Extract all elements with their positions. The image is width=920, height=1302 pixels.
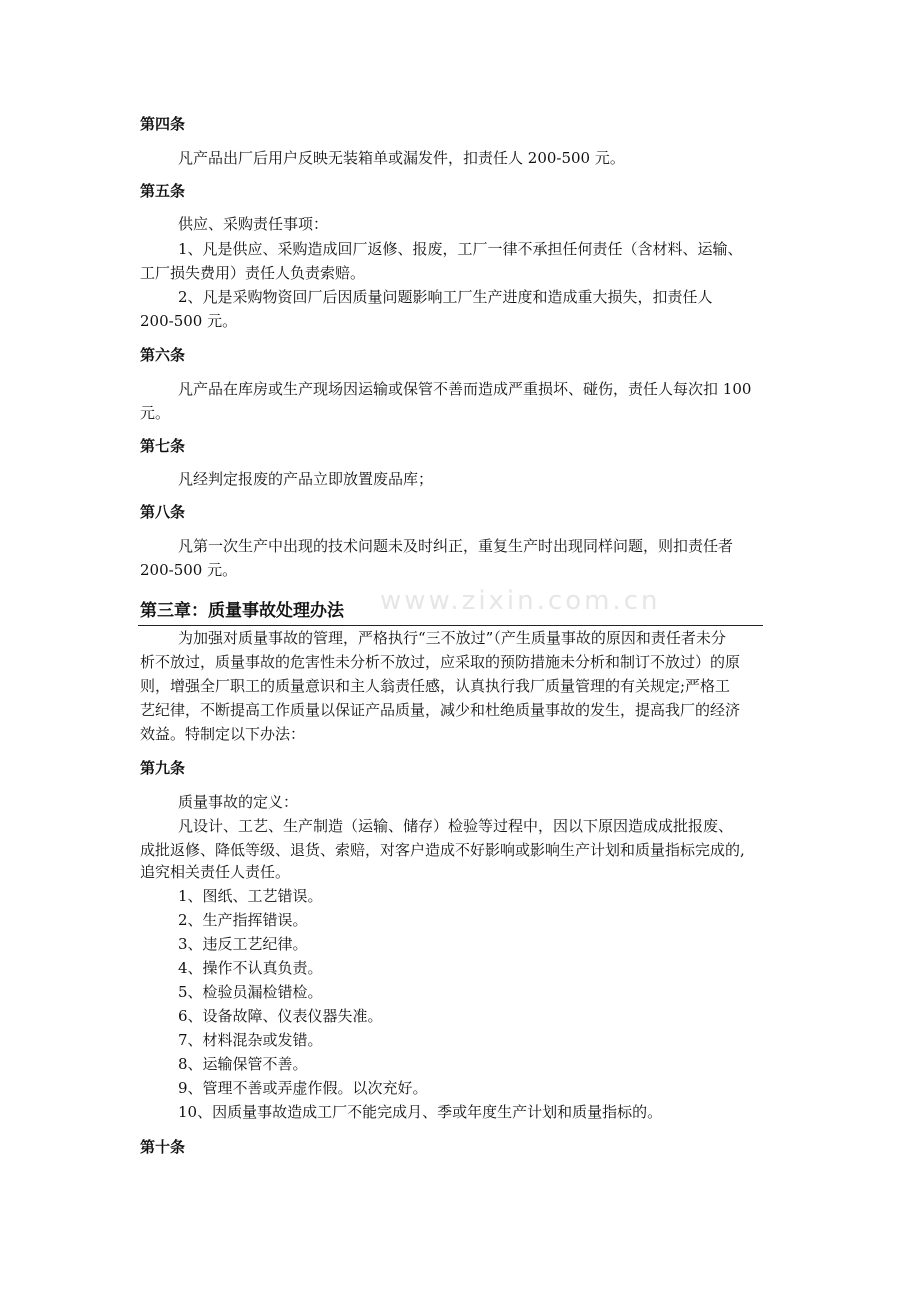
article-6-heading: 第六条 bbox=[140, 346, 186, 364]
article-8-heading: 第八条 bbox=[140, 503, 186, 521]
article-4-body-line: 凡产品出厂后用户反映无装箱单或漏发件，扣责任人 200-500 元。 bbox=[178, 149, 625, 167]
article-7-body-line: 凡经判定报废的产品立即放置废品库； bbox=[178, 470, 434, 488]
article-9-definition-line: 成批返修、降低等级、退货、索赔，对客户造成不好影响或影响生产计划和质量指标完成的, bbox=[140, 841, 745, 859]
article-6-body-line: 凡产品在库房或生产现场因运输或保管不善而造成严重损坏、碰伤，责任人每次扣 100 bbox=[178, 380, 752, 398]
article-5-item-2-line: 2、凡是采购物资回厂后因质量问题影响工厂生产进度和造成重大损失，扣责任人 bbox=[178, 288, 713, 306]
article-9-heading: 第九条 bbox=[140, 759, 186, 777]
article-9-list-item: 5、检验员漏检错检。 bbox=[178, 983, 323, 1001]
article-9-list-item: 7、材料混杂或发错。 bbox=[178, 1031, 323, 1049]
article-10-heading: 第十条 bbox=[140, 1138, 186, 1156]
article-9-intro: 质量事故的定义： bbox=[178, 793, 299, 811]
chapter-3-intro-line: 效益。特制定以下办法： bbox=[140, 725, 306, 743]
chapter-3-intro-line: 则，增强全厂职工的质量意识和主人翁责任感，认真执行我厂质量管理的有关规定;严格工 bbox=[140, 677, 731, 695]
article-9-list-item: 6、设备故障、仪表仪器失准。 bbox=[178, 1007, 383, 1025]
article-4-heading: 第四条 bbox=[140, 115, 186, 133]
article-9-list-item: 8、运输保管不善。 bbox=[178, 1055, 308, 1073]
chapter-3-title: 第三章：质量事故处理办法 bbox=[140, 601, 344, 621]
article-5-item-2-line: 200-500 元。 bbox=[140, 312, 238, 330]
article-8-body-line: 凡第一次生产中出现的技术问题未及时纠正，重复生产时出现同样问题，则扣责任者 bbox=[178, 537, 734, 555]
watermark: www.zixin.com.cn bbox=[380, 586, 661, 616]
article-9-list-item: 1、图纸、工艺错误。 bbox=[178, 887, 323, 905]
article-9-list-item: 3、违反工艺纪律。 bbox=[178, 935, 308, 953]
chapter-3-intro-line: 为加强对质量事故的管理，严格执行“三不放过”（产生质量事故的原因和责任者未分 bbox=[178, 629, 726, 647]
chapter-3-intro-line: 析不放过，质量事故的危害性未分析不放过，应采取的预防措施未分析和制订不放过）的原 bbox=[140, 653, 741, 671]
article-5-heading: 第五条 bbox=[140, 182, 186, 200]
article-9-definition-line: 凡设计、工艺、生产制造（运输、储存）检验等过程中，因以下原因造成成批报废、 bbox=[178, 817, 734, 835]
article-9-list-item: 2、生产指挥错误。 bbox=[178, 911, 308, 929]
chapter-3-intro-line: 艺纪律，不断提高工作质量以保证产品质量，减少和杜绝质量事故的发生，提高我厂的经济 bbox=[140, 701, 741, 719]
article-5-item-1-line: 1、凡是供应、采购造成回厂返修、报废，工厂一律不承担任何责任（含材料、运输、 bbox=[178, 240, 743, 258]
article-6-body-line: 元。 bbox=[140, 404, 171, 422]
chapter-title-underline bbox=[138, 625, 763, 626]
article-5-item-1-line: 工厂损失费用）责任人负责索赔。 bbox=[140, 264, 366, 282]
article-9-list-item: 10、因质量事故造成工厂不能完成月、季或年度生产计划和质量指标的。 bbox=[178, 1103, 663, 1121]
article-5-intro: 供应、采购责任事项： bbox=[178, 215, 329, 233]
article-7-heading: 第七条 bbox=[140, 437, 186, 455]
article-8-body-line: 200-500 元。 bbox=[140, 561, 238, 579]
article-9-list-item: 9、管理不善或弄虚作假。以次充好。 bbox=[178, 1079, 428, 1097]
article-9-list-item: 4、操作不认真负责。 bbox=[178, 959, 323, 977]
article-9-definition-line: 追究相关责任人责任。 bbox=[140, 863, 291, 881]
